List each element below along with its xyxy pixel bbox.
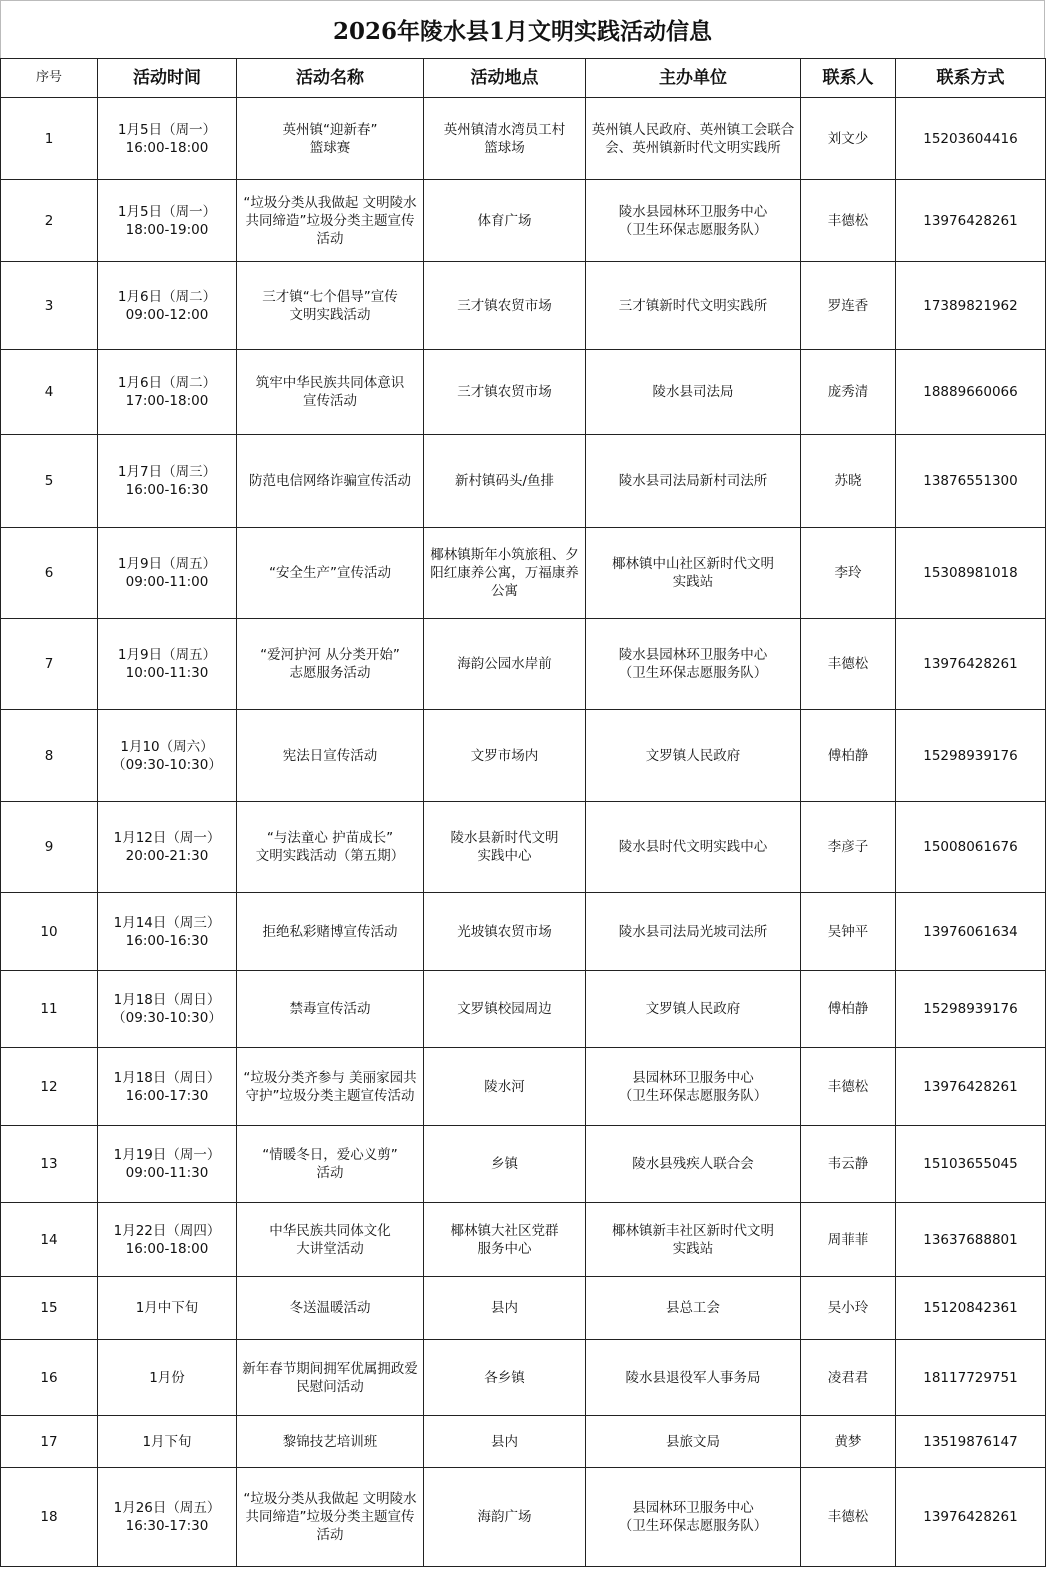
table-row xyxy=(1,971,1046,1048)
cell-name: “垃圾分类从我做起 文明陵水共同缔造”垃圾分类主题宣传活动 xyxy=(237,1468,424,1567)
cell-contact-person: 周菲菲 xyxy=(801,1203,896,1277)
cell-seq: 12 xyxy=(1,1048,98,1126)
cell-contact-person: 傅柏静 xyxy=(801,710,896,802)
cell-seq: 9 xyxy=(1,802,98,893)
cell-location: 县内 xyxy=(424,1416,586,1468)
cell-contact-phone: 15008061676 xyxy=(896,802,1046,893)
cell-contact-person: 凌君君 xyxy=(801,1340,896,1416)
table-row xyxy=(1,180,1046,262)
cell-seq: 1 xyxy=(1,98,98,180)
cell-seq: 7 xyxy=(1,619,98,710)
cell-contact-person: 苏晓 xyxy=(801,435,896,528)
cell-seq: 3 xyxy=(1,262,98,350)
cell-organizer: 英州镇人民政府、英州镇工会联合会、英州镇新时代文明实践所 xyxy=(586,98,801,180)
table-row xyxy=(1,1277,1046,1340)
header-time: 活动时间 xyxy=(98,59,237,98)
table-header-row xyxy=(1,59,1046,98)
cell-contact-phone: 15298939176 xyxy=(896,971,1046,1048)
header-location: 活动地点 xyxy=(424,59,586,98)
table-row xyxy=(1,262,1046,350)
cell-organizer: 陵水县园林环卫服务中心 （卫生环保志愿服务队） xyxy=(586,619,801,710)
cell-location: 县内 xyxy=(424,1277,586,1340)
cell-name: 冬送温暖活动 xyxy=(237,1277,424,1340)
cell-time: 1月22日（周四） 16:00-18:00 xyxy=(98,1203,237,1277)
header-contact-person: 联系人 xyxy=(801,59,896,98)
cell-name: “爱河护河 从分类开始” 志愿服务活动 xyxy=(237,619,424,710)
cell-contact-person: 黄梦 xyxy=(801,1416,896,1468)
cell-contact-phone: 15298939176 xyxy=(896,710,1046,802)
cell-contact-person: 丰德松 xyxy=(801,180,896,262)
cell-organizer: 陵水县司法局光坡司法所 xyxy=(586,893,801,971)
cell-contact-phone: 15308981018 xyxy=(896,528,1046,619)
cell-seq: 15 xyxy=(1,1277,98,1340)
header-name: 活动名称 xyxy=(237,59,424,98)
cell-time: 1月9日（周五） 09:00-11:00 xyxy=(98,528,237,619)
cell-contact-phone: 18117729751 xyxy=(896,1340,1046,1416)
cell-contact-person: 韦云静 xyxy=(801,1126,896,1203)
cell-contact-phone: 13519876147 xyxy=(896,1416,1046,1468)
table-row xyxy=(1,1126,1046,1203)
cell-organizer: 县园林环卫服务中心 （卫生环保志愿服务队） xyxy=(586,1468,801,1567)
cell-organizer: 陵水县退役军人事务局 xyxy=(586,1340,801,1416)
cell-seq: 10 xyxy=(1,893,98,971)
cell-name: 英州镇“迎新春” 篮球赛 xyxy=(237,98,424,180)
cell-name: 中华民族共同体文化 大讲堂活动 xyxy=(237,1203,424,1277)
cell-contact-phone: 15103655045 xyxy=(896,1126,1046,1203)
table-row xyxy=(1,802,1046,893)
table-row xyxy=(1,528,1046,619)
cell-location: 文罗市场内 xyxy=(424,710,586,802)
cell-contact-phone: 13976428261 xyxy=(896,1048,1046,1126)
cell-location: 椰林镇大社区党群 服务中心 xyxy=(424,1203,586,1277)
cell-name: 禁毒宣传活动 xyxy=(237,971,424,1048)
table-row xyxy=(1,619,1046,710)
cell-organizer: 椰林镇中山社区新时代文明 实践站 xyxy=(586,528,801,619)
table-row xyxy=(1,1340,1046,1416)
cell-contact-phone: 13976061634 xyxy=(896,893,1046,971)
cell-time: 1月18日（周日） （09:30-10:30） xyxy=(98,971,237,1048)
cell-seq: 8 xyxy=(1,710,98,802)
cell-seq: 5 xyxy=(1,435,98,528)
cell-seq: 17 xyxy=(1,1416,98,1468)
table-row xyxy=(1,1468,1046,1567)
cell-contact-phone: 15120842361 xyxy=(896,1277,1046,1340)
cell-name: 黎锦技艺培训班 xyxy=(237,1416,424,1468)
cell-name: “与法童心 护苗成长” 文明实践活动（第五期） xyxy=(237,802,424,893)
activity-table xyxy=(0,58,1046,1567)
cell-name: 防范电信网络诈骗宣传活动 xyxy=(237,435,424,528)
cell-time: 1月6日（周二） 09:00-12:00 xyxy=(98,262,237,350)
cell-name: 筑牢中华民族共同体意识 宣传活动 xyxy=(237,350,424,435)
cell-contact-phone: 13976428261 xyxy=(896,1468,1046,1567)
cell-time: 1月18日（周日） 16:00-17:30 xyxy=(98,1048,237,1126)
cell-organizer: 县园林环卫服务中心 （卫生环保志愿服务队） xyxy=(586,1048,801,1126)
cell-organizer: 陵水县残疾人联合会 xyxy=(586,1126,801,1203)
cell-name: 宪法日宣传活动 xyxy=(237,710,424,802)
cell-contact-person: 吴钟平 xyxy=(801,893,896,971)
cell-organizer: 三才镇新时代文明实践所 xyxy=(586,262,801,350)
cell-contact-person: 丰德松 xyxy=(801,1468,896,1567)
cell-organizer: 陵水县司法局 xyxy=(586,350,801,435)
cell-seq: 13 xyxy=(1,1126,98,1203)
table-row xyxy=(1,1203,1046,1277)
cell-contact-phone: 18889660066 xyxy=(896,350,1046,435)
cell-contact-person: 李玲 xyxy=(801,528,896,619)
table-row xyxy=(1,710,1046,802)
cell-organizer: 文罗镇人民政府 xyxy=(586,710,801,802)
cell-name: 三才镇“七个倡导”宣传 文明实践活动 xyxy=(237,262,424,350)
table-row xyxy=(1,893,1046,971)
cell-time: 1月5日（周一） 18:00-19:00 xyxy=(98,180,237,262)
cell-name: 新年春节期间拥军优属拥政爱民慰问活动 xyxy=(237,1340,424,1416)
page-title: 2026年陵水县1月文明实践活动信息 xyxy=(0,0,1045,58)
cell-contact-phone: 13876551300 xyxy=(896,435,1046,528)
cell-name: 拒绝私彩赌博宣传活动 xyxy=(237,893,424,971)
cell-location: 陵水县新时代文明 实践中心 xyxy=(424,802,586,893)
header-organizer: 主办单位 xyxy=(586,59,801,98)
cell-seq: 11 xyxy=(1,971,98,1048)
cell-time: 1月下旬 xyxy=(98,1416,237,1468)
cell-time: 1月7日（周三） 16:00-16:30 xyxy=(98,435,237,528)
cell-location: 海韵广场 xyxy=(424,1468,586,1567)
cell-time: 1月中下旬 xyxy=(98,1277,237,1340)
cell-contact-person: 刘文少 xyxy=(801,98,896,180)
cell-location: 英州镇清水湾员工村 篮球场 xyxy=(424,98,586,180)
cell-time: 1月19日（周一） 09:00-11:30 xyxy=(98,1126,237,1203)
cell-organizer: 陵水县司法局新村司法所 xyxy=(586,435,801,528)
cell-time: 1月5日（周一） 16:00-18:00 xyxy=(98,98,237,180)
cell-contact-person: 丰德松 xyxy=(801,1048,896,1126)
cell-location: 文罗镇校园周边 xyxy=(424,971,586,1048)
cell-time: 1月12日（周一） 20:00-21:30 xyxy=(98,802,237,893)
table-row xyxy=(1,435,1046,528)
table-row xyxy=(1,350,1046,435)
cell-location: 乡镇 xyxy=(424,1126,586,1203)
cell-organizer: 县旅文局 xyxy=(586,1416,801,1468)
header-contact-phone: 联系方式 xyxy=(896,59,1046,98)
cell-location: 陵水河 xyxy=(424,1048,586,1126)
cell-name: “安全生产”宣传活动 xyxy=(237,528,424,619)
cell-name: “情暖冬日，爱心义剪” 活动 xyxy=(237,1126,424,1203)
cell-organizer: 县总工会 xyxy=(586,1277,801,1340)
cell-time: 1月份 xyxy=(98,1340,237,1416)
cell-contact-phone: 13976428261 xyxy=(896,619,1046,710)
cell-contact-phone: 13976428261 xyxy=(896,180,1046,262)
cell-seq: 6 xyxy=(1,528,98,619)
cell-name: “垃圾分类从我做起 文明陵水共同缔造”垃圾分类主题宣传活动 xyxy=(237,180,424,262)
cell-time: 1月9日（周五） 10:00-11:30 xyxy=(98,619,237,710)
header-seq: 序号 xyxy=(1,59,98,98)
cell-contact-person: 庞秀清 xyxy=(801,350,896,435)
cell-location: 体育广场 xyxy=(424,180,586,262)
cell-location: 三才镇农贸市场 xyxy=(424,350,586,435)
cell-seq: 14 xyxy=(1,1203,98,1277)
cell-location: 椰林镇斯年小筑旅租、夕阳红康养公寓，万福康养公寓 xyxy=(424,528,586,619)
cell-organizer: 陵水县园林环卫服务中心 （卫生环保志愿服务队） xyxy=(586,180,801,262)
cell-contact-phone: 13637688801 xyxy=(896,1203,1046,1277)
cell-time: 1月6日（周二） 17:00-18:00 xyxy=(98,350,237,435)
cell-seq: 2 xyxy=(1,180,98,262)
cell-contact-person: 吴小玲 xyxy=(801,1277,896,1340)
cell-name: “垃圾分类齐参与 美丽家园共守护”垃圾分类主题宣传活动 xyxy=(237,1048,424,1126)
cell-contact-person: 李彦子 xyxy=(801,802,896,893)
cell-contact-phone: 15203604416 xyxy=(896,98,1046,180)
cell-organizer: 文罗镇人民政府 xyxy=(586,971,801,1048)
cell-seq: 4 xyxy=(1,350,98,435)
cell-time: 1月26日（周五） 16:30-17:30 xyxy=(98,1468,237,1567)
cell-time: 1月14日（周三） 16:00-16:30 xyxy=(98,893,237,971)
cell-contact-person: 罗连香 xyxy=(801,262,896,350)
cell-contact-person: 傅柏静 xyxy=(801,971,896,1048)
cell-location: 三才镇农贸市场 xyxy=(424,262,586,350)
cell-location: 各乡镇 xyxy=(424,1340,586,1416)
table-row xyxy=(1,1416,1046,1468)
table-row xyxy=(1,98,1046,180)
cell-organizer: 椰林镇新丰社区新时代文明 实践站 xyxy=(586,1203,801,1277)
cell-seq: 18 xyxy=(1,1468,98,1567)
cell-location: 光坡镇农贸市场 xyxy=(424,893,586,971)
cell-contact-phone: 17389821962 xyxy=(896,262,1046,350)
cell-location: 海韵公园水岸前 xyxy=(424,619,586,710)
cell-seq: 16 xyxy=(1,1340,98,1416)
cell-organizer: 陵水县时代文明实践中心 xyxy=(586,802,801,893)
cell-location: 新村镇码头/鱼排 xyxy=(424,435,586,528)
cell-contact-person: 丰德松 xyxy=(801,619,896,710)
cell-time: 1月10（周六） （09:30-10:30） xyxy=(98,710,237,802)
table-row xyxy=(1,1048,1046,1126)
